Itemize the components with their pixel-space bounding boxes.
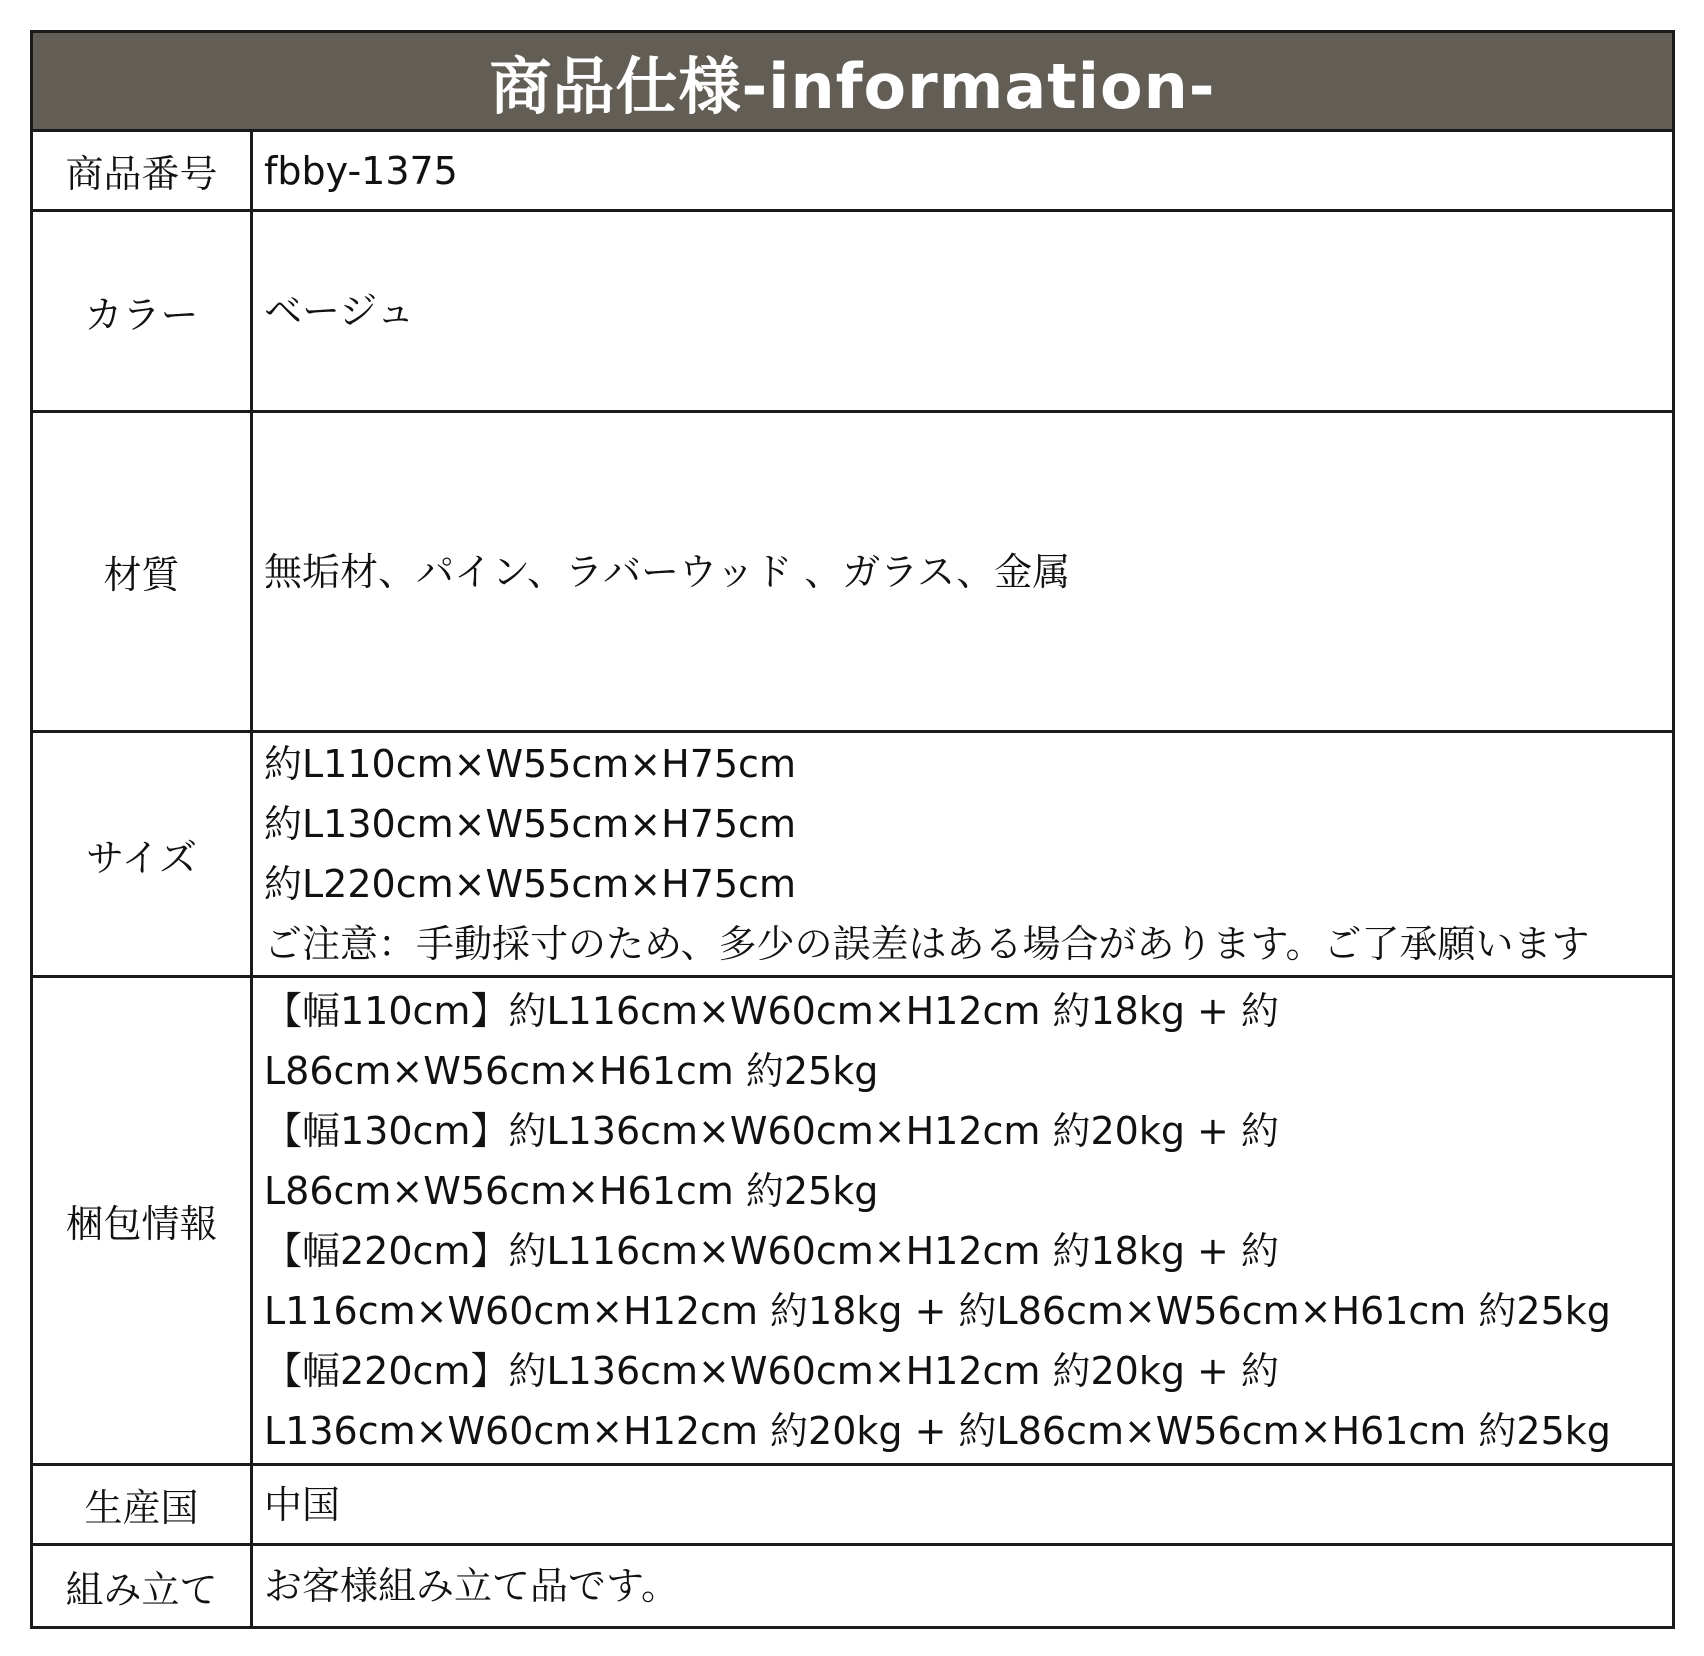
model-number-text: fbby-1375 bbox=[264, 148, 458, 193]
spec-value-packing bbox=[253, 978, 1672, 1463]
spec-value-assembly bbox=[253, 1546, 1672, 1626]
packing-line: 【幅220cm】約L116cm×W60cm×H12cm 約18kg + 約 bbox=[264, 1228, 1279, 1273]
spec-row-material bbox=[33, 413, 1672, 733]
size-note: ご注意：手動採寸のため、多少の誤差はある場合があります。ご了承願います bbox=[264, 922, 1590, 966]
packing-line: L116cm×W60cm×H12cm 約18kg + 約L86cm×W56cm×H61cm 約25kg bbox=[264, 1288, 1611, 1333]
spec-label-material: 材質 bbox=[33, 413, 253, 730]
size-line: 約L130cm×W55cm×H75cm bbox=[264, 802, 796, 846]
spec-label-packing: 梱包情報 bbox=[33, 978, 253, 1463]
spec-value-size bbox=[253, 733, 1672, 975]
spec-label-model-number: 商品番号 bbox=[33, 132, 253, 209]
material-text: 無垢材、パイン、ラバーウッド 、ガラス、金属 bbox=[264, 549, 1071, 594]
spec-row-color bbox=[33, 212, 1672, 413]
packing-line: 【幅110cm】約L116cm×W60cm×H12cm 約18kg + 約 bbox=[264, 988, 1279, 1033]
size-line: 約L220cm×W55cm×H75cm bbox=[264, 862, 796, 906]
spec-row-size bbox=[33, 733, 1672, 978]
spec-table bbox=[30, 30, 1675, 1629]
packing-line: L86cm×W56cm×H61cm 約25kg bbox=[264, 1168, 879, 1213]
spec-row-origin bbox=[33, 1466, 1672, 1546]
spec-label-color: カラー bbox=[33, 212, 253, 410]
packing-line: 【幅220cm】約L136cm×W60cm×H12cm 約20kg + 約 bbox=[264, 1348, 1279, 1393]
packing-line: L136cm×W60cm×H12cm 約20kg + 約L86cm×W56cm×H61cm 約25kg bbox=[264, 1408, 1611, 1453]
spec-value-material bbox=[253, 413, 1672, 730]
spec-row-packing bbox=[33, 978, 1672, 1466]
spec-value-color bbox=[253, 212, 1672, 410]
spec-row-model-number bbox=[33, 132, 1672, 212]
spec-value-origin bbox=[253, 1466, 1672, 1543]
packing-line: 【幅130cm】約L136cm×W60cm×H12cm 約20kg + 約 bbox=[264, 1108, 1279, 1153]
spec-label-size: サイズ bbox=[33, 733, 253, 975]
color-text: ベージュ bbox=[264, 289, 415, 333]
packing-line: L86cm×W56cm×H61cm 約25kg bbox=[264, 1048, 879, 1093]
spec-label-assembly: 組み立て bbox=[33, 1546, 253, 1626]
origin-text: 中国 bbox=[264, 1482, 341, 1527]
spec-value-model-number bbox=[253, 132, 1672, 209]
assembly-text: お客様組み立て品です。 bbox=[264, 1564, 679, 1608]
size-line: 約L110cm×W55cm×H75cm bbox=[264, 742, 796, 786]
spec-row-assembly bbox=[33, 1546, 1672, 1626]
spec-title: 商品仕様-information- bbox=[33, 33, 1672, 132]
spec-label-origin: 生産国 bbox=[33, 1466, 253, 1543]
